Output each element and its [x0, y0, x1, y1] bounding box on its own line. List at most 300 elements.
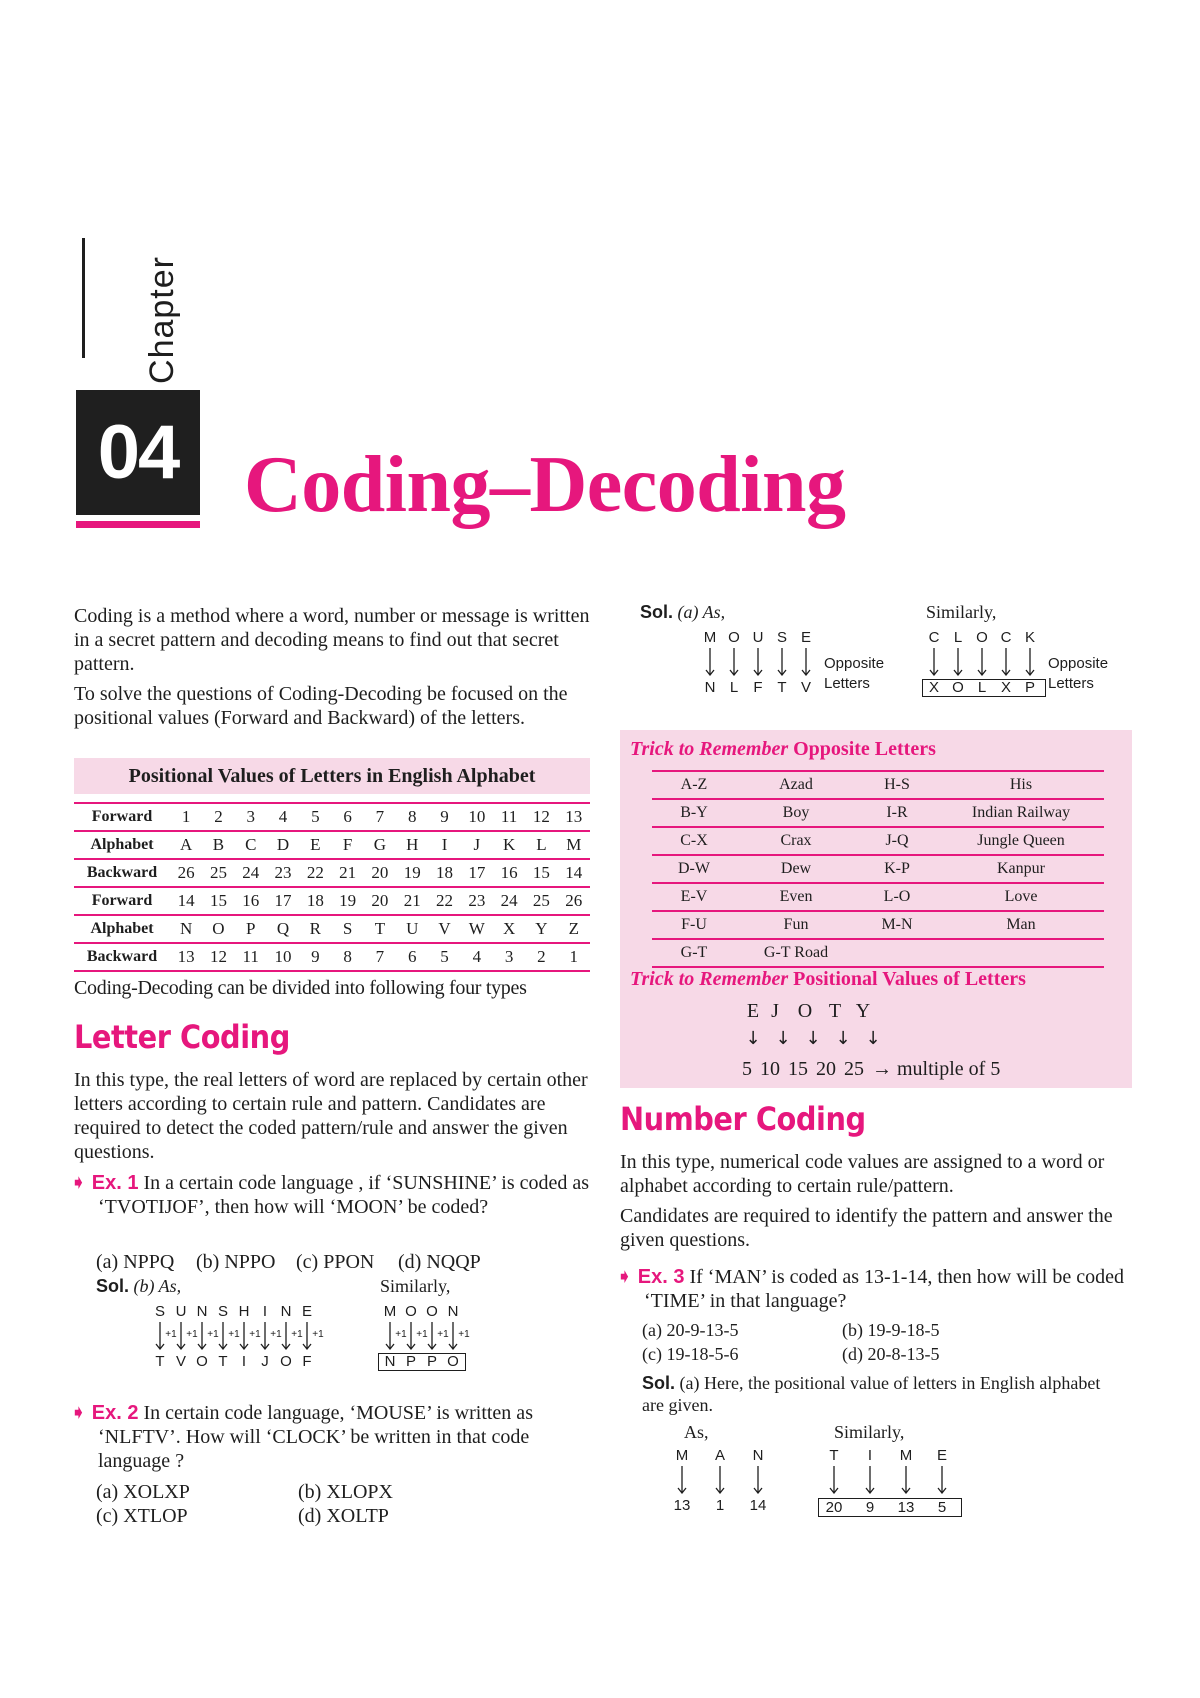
coded-number: 9 [865, 1499, 875, 1516]
table-cell: 6 [343, 807, 352, 826]
down-arrow-icon [1000, 648, 1012, 676]
side-label: Opposite [1048, 655, 1109, 672]
source-letter: S [154, 1303, 165, 1320]
example-3-similarly: Similarly, [834, 1422, 905, 1442]
solution-label: Sol. [642, 1373, 676, 1393]
table-cell: 18 [306, 891, 324, 910]
source-letter: O [426, 1303, 438, 1320]
opposite-cell: C-X [680, 832, 708, 849]
source-letter: C [928, 629, 940, 646]
letter-coding-paragraph: In this type, the real letters of word are replaced by certain other letters according to certain rule and pattern. Candidates are required to detect the coded pattern/rule and answer the given questions. [74, 1069, 588, 1163]
table-cell: 18 [436, 863, 454, 882]
opposite-row [652, 883, 1104, 911]
table-cell: 16 [242, 891, 260, 910]
number-coding-paragraph-1: In this type, numerical code values are assigned to a word or alphabet according to certain rule/pattern. [620, 1151, 1105, 1197]
chapter-number-underline [76, 521, 200, 528]
coded-letter: T [777, 679, 787, 696]
opposite-row [652, 827, 1104, 855]
solution-text: (a) As, [677, 602, 726, 622]
solution-text: (b) As, [133, 1276, 182, 1296]
trick-letter: J [771, 1000, 779, 1022]
opposite-cell [856, 939, 938, 967]
table-cell: 12 [532, 807, 550, 826]
coded-letter: O [196, 1353, 208, 1370]
example-3-as: As, [684, 1422, 709, 1442]
down-arrow-icon [752, 648, 764, 676]
opposite-cell: K-P [884, 860, 910, 877]
table-cell: 1 [181, 807, 191, 826]
table-cell: 23 [468, 891, 486, 910]
source-letter: O [976, 629, 988, 646]
table-cell: A [180, 835, 193, 854]
table-cell: 7 [375, 807, 385, 826]
down-arrow-icon [714, 1466, 726, 1494]
example-2-option-b: (b) XLOPX [298, 1481, 393, 1503]
source-letter: M [383, 1303, 397, 1320]
table-cell: 22 [436, 891, 454, 910]
table-cell: 20 [371, 891, 389, 910]
example-3-option-c: (c) 19-18-5-6 [642, 1344, 739, 1364]
trick-opposite-title [630, 738, 936, 761]
down-arrow-icon: ↓ [775, 1028, 791, 1049]
source-letter: O [728, 629, 740, 646]
table-cell: D [276, 835, 290, 854]
table-cell: 9 [440, 807, 449, 826]
down-arrow-icon: ↓ [865, 1028, 881, 1049]
source-letter: S [217, 1303, 228, 1320]
number-coding-paragraph-2: Candidates are required to identify the pattern and answer the given questions. [620, 1205, 1113, 1251]
opposite-row [652, 855, 1104, 883]
table-cell: K [502, 835, 516, 854]
table-cell: 15 [532, 863, 550, 882]
table-cell: 7 [375, 947, 385, 966]
example-3 [616, 1264, 1136, 1313]
positional-table-row [74, 803, 590, 831]
opposite-cell: Azad [779, 776, 813, 793]
table-cell: 12 [209, 947, 227, 966]
table-cell: P [246, 919, 256, 938]
table-cell: Y [535, 919, 548, 938]
table-cell: 15 [209, 891, 227, 910]
down-arrow-icon [900, 1466, 912, 1494]
opposite-row [652, 771, 1104, 799]
table-cell: 2 [214, 807, 223, 826]
coded-letter: V [800, 679, 811, 696]
opposite-row [652, 939, 1104, 967]
table-cell: 13 [177, 947, 195, 966]
table-cell: C [245, 835, 257, 854]
positional-table-row [74, 859, 590, 887]
table-cell: L [536, 835, 547, 854]
answer-box [378, 1353, 466, 1371]
example-1-option-b: (b) NPPO [196, 1251, 276, 1273]
table-cell: J [473, 835, 481, 854]
row-label: Forward [91, 892, 153, 909]
trick-suffix: → multiple of 5 [872, 1058, 1001, 1080]
opposite-cell: M-N [881, 916, 913, 933]
source-letter: N [196, 1303, 208, 1320]
step-label: +1 [291, 1329, 303, 1340]
down-arrow-icon [1024, 648, 1036, 676]
coded-letter: L [977, 679, 987, 696]
opposite-cell: J-Q [885, 832, 909, 849]
step-label: +1 [416, 1329, 428, 1340]
table-cell: 14 [177, 891, 195, 910]
opposite-cell: Kanpur [997, 860, 1045, 877]
example-arrow-icon: ➧ [70, 1400, 87, 1424]
opposite-cell: Man [1006, 916, 1036, 933]
example-3-solution [642, 1372, 1122, 1416]
source-letter: E [800, 629, 811, 646]
opposite-cell: A-Z [680, 776, 708, 793]
trick-title-plain: Opposite Letters [793, 738, 936, 760]
table-cell: U [406, 919, 419, 938]
intro-paragraph-2: To solve the questions of Coding-Decoding be focused on the positional values (Forward and Backward) of the letters. [74, 683, 568, 729]
source-letter: M [675, 1447, 689, 1464]
side-label: Letters [824, 675, 870, 692]
table-cell: 6 [407, 947, 417, 966]
table-cell: O [212, 919, 225, 938]
example-1-question: In a certain code language , if ‘SUNSHINE’ is coded as ‘TVOTIJOF’, then how will ‘MOON’ be coded? [98, 1172, 590, 1218]
table-cell: 8 [407, 807, 417, 826]
table-cell: R [309, 919, 321, 938]
coded-number: 1 [715, 1497, 725, 1514]
trick-box [620, 730, 1132, 1088]
answer-box [922, 679, 1046, 697]
trick-letter: T [828, 1000, 842, 1022]
down-arrow-icon [704, 648, 716, 676]
opposite-cell: F-U [681, 916, 707, 933]
trick-title-plain: Positional Values of Letters [793, 968, 1026, 990]
table-cell: 17 [468, 863, 486, 882]
step-label: +1 [437, 1329, 449, 1340]
table-cell: 5 [311, 807, 320, 826]
coded-letter: F [302, 1353, 312, 1370]
types-line: Coding-Decoding can be divided into following four types [74, 977, 527, 999]
table-cell: 11 [242, 947, 259, 966]
source-letter: S [776, 629, 787, 646]
table-cell: 24 [242, 863, 260, 882]
down-arrow-icon [864, 1466, 876, 1494]
opposite-letters-table [652, 770, 1104, 968]
example-2-similarly: Similarly, [926, 602, 997, 622]
source-letter: T [829, 1447, 839, 1464]
trick-letter: E [746, 1000, 760, 1022]
down-arrow-icon: ↓ [745, 1028, 761, 1049]
opposite-cell: D-W [678, 860, 710, 877]
source-letter: K [1024, 629, 1035, 646]
side-label: Opposite [824, 655, 885, 672]
table-cell: 14 [565, 863, 583, 882]
down-arrow-icon [928, 648, 940, 676]
table-cell: 19 [339, 891, 357, 910]
table-cell: 3 [246, 807, 255, 826]
step-label: +1 [270, 1329, 282, 1340]
coded-letter: T [155, 1353, 165, 1370]
opposite-cell: E-V [680, 888, 708, 905]
source-letter: H [238, 1303, 250, 1320]
trick-value: 5 [742, 1058, 752, 1080]
chapter-side-bar [82, 238, 85, 358]
table-cell: I [441, 835, 448, 854]
trick-title-italic: Trick to Remember [630, 968, 789, 990]
example-2-question: In certain code language, ‘MOUSE’ is written as ‘NLFTV’. How will ‘CLOCK’ be written in that code language ? [98, 1402, 533, 1472]
row-label: Alphabet [90, 836, 154, 853]
table-cell: 23 [274, 863, 292, 882]
positional-values-table [74, 758, 590, 972]
trick-values-line [742, 1058, 1000, 1081]
opposite-cell: G-T Road [763, 944, 829, 961]
chapter-title: Coding–Decoding [244, 441, 846, 529]
trick-value: 10 [760, 1058, 780, 1080]
coded-letter: X [1000, 679, 1011, 696]
opposite-cell: Jungle Queen [977, 832, 1065, 849]
source-letter: I [867, 1447, 873, 1464]
step-label: +1 [458, 1329, 470, 1340]
source-letter: N [280, 1303, 292, 1320]
table-cell: 26 [565, 891, 583, 910]
coded-letter: P [426, 1353, 437, 1370]
coded-letter: O [447, 1353, 459, 1370]
positional-table-title: Positional Values of Letters in English Alphabet [74, 758, 590, 794]
step-label: +1 [207, 1329, 219, 1340]
trick-value: 25 [844, 1058, 864, 1080]
example-1-solution-label [96, 1276, 181, 1297]
table-cell: 9 [311, 947, 320, 966]
coded-letter: V [175, 1353, 186, 1370]
source-letter: C [1000, 629, 1012, 646]
example-1 [70, 1170, 600, 1219]
source-letter: U [752, 629, 764, 646]
source-letter: M [899, 1447, 913, 1464]
trick-value: 15 [788, 1058, 808, 1080]
positional-table-row [74, 831, 590, 859]
opposite-cell: L-O [883, 888, 911, 905]
example-1-diagram [150, 1304, 490, 1384]
down-arrow-icon [752, 1466, 764, 1494]
table-cell: 4 [278, 807, 288, 826]
table-cell: 5 [440, 947, 449, 966]
opposite-cell: Boy [782, 804, 810, 821]
opposite-cell: Love [1004, 888, 1038, 905]
example-arrow-icon: ➧ [616, 1264, 633, 1288]
opposite-cell: Indian Railway [971, 804, 1071, 821]
example-2-option-a: (a) XOLXP [96, 1481, 190, 1503]
example-1-option-d: (d) NQQP [398, 1251, 481, 1273]
table-cell: F [342, 835, 353, 854]
table-cell: 25 [209, 863, 227, 882]
step-label: +1 [186, 1329, 198, 1340]
down-arrow-icon: ↓ [805, 1028, 821, 1049]
row-label: Backward [86, 864, 158, 881]
solution-label: Sol. [96, 1276, 130, 1296]
positional-table-row [74, 915, 590, 943]
example-1-option-c: (c) PPON [296, 1251, 375, 1273]
example-3-option-a: (a) 20-9-13-5 [642, 1320, 739, 1340]
table-cell: 8 [343, 947, 352, 966]
source-letter: L [953, 629, 963, 646]
row-label: Forward [91, 808, 153, 825]
table-cell: 10 [274, 947, 292, 966]
example-2-solution-label [640, 602, 725, 623]
source-letter: N [752, 1447, 764, 1464]
table-cell: 13 [565, 807, 583, 826]
coded-number: 13 [673, 1497, 691, 1514]
opposite-row [652, 799, 1104, 827]
table-cell: N [180, 919, 193, 938]
example-2-option-c: (c) XTLOP [96, 1505, 188, 1527]
table-cell: 21 [339, 863, 357, 882]
table-cell: W [468, 919, 485, 938]
opposite-cell: His [1009, 776, 1033, 793]
coded-number: 13 [897, 1499, 915, 1516]
coded-letter: F [753, 679, 763, 696]
table-cell: V [438, 919, 451, 938]
table-cell: 17 [274, 891, 292, 910]
source-letter: O [405, 1303, 417, 1320]
source-letter: M [703, 629, 717, 646]
table-cell: 19 [403, 863, 421, 882]
coded-number: 14 [749, 1497, 767, 1514]
example-1-label: Ex. 1 [91, 1172, 139, 1194]
down-arrow-icon [936, 1466, 948, 1494]
table-cell: 20 [371, 863, 389, 882]
example-3-question: If ‘MAN’ is coded as 13-1-14, then how will be coded ‘TIME’ in that language? [644, 1266, 1124, 1312]
step-label: +1 [312, 1329, 324, 1340]
step-label: +1 [395, 1329, 407, 1340]
table-cell: 2 [537, 947, 546, 966]
example-1-similarly: Similarly, [380, 1276, 451, 1296]
coded-letter: N [384, 1353, 396, 1370]
coded-letter: L [729, 679, 739, 696]
table-cell: E [310, 835, 321, 854]
opposite-cell [938, 939, 1104, 967]
trick-title-italic: Trick to Remember [630, 738, 789, 760]
source-letter: E [936, 1447, 947, 1464]
table-cell: G [373, 835, 387, 854]
example-2-option-d: (d) XOLTP [298, 1505, 389, 1527]
down-arrow-icon [952, 648, 964, 676]
coded-number: 5 [937, 1499, 947, 1516]
answer-box [818, 1498, 962, 1517]
chapter-label: Chapter [143, 256, 181, 384]
table-cell: B [212, 835, 225, 854]
step-label: +1 [165, 1329, 177, 1340]
opposite-cell: I-R [886, 804, 908, 821]
opposite-cell: Crax [780, 832, 812, 849]
row-label: Backward [86, 948, 158, 965]
table-cell: 1 [569, 947, 579, 966]
source-letter: E [301, 1303, 312, 1320]
down-arrow-icon [728, 648, 740, 676]
positional-trick-diagram [742, 1000, 1122, 1084]
down-arrow-icon: ↓ [835, 1028, 851, 1049]
example-3-option-d: (d) 20-8-13-5 [842, 1344, 940, 1364]
positional-table-row [74, 887, 590, 915]
coded-letter: N [704, 679, 716, 696]
example-3-label: Ex. 3 [637, 1266, 685, 1288]
solution-label: Sol. [640, 602, 674, 622]
opposite-cell: G-T [680, 944, 708, 961]
solution-text: (a) Here, the positional value of letters in English alphabet are given. [642, 1373, 1101, 1415]
down-arrow-icon [828, 1466, 840, 1494]
source-letter: N [447, 1303, 459, 1320]
example-arrow-icon: ➧ [70, 1170, 87, 1194]
coded-letter: O [280, 1353, 292, 1370]
intro-paragraph-1: Coding is a method where a word, number or message is written in a secret pattern and decoding means to find out that secret pattern. [74, 605, 590, 675]
example-3-diagram [670, 1448, 970, 1528]
trick-letter: O [797, 1000, 813, 1022]
table-cell: X [502, 919, 516, 938]
down-arrow-icon [800, 648, 812, 676]
example-2 [70, 1400, 600, 1473]
table-cell: 4 [472, 947, 482, 966]
opposite-cell: B-Y [680, 804, 708, 821]
table-cell: Q [276, 919, 290, 938]
down-arrow-icon [676, 1466, 688, 1494]
coded-letter: X [928, 679, 939, 696]
positional-table-row [74, 943, 590, 971]
trick-positional-title [630, 968, 1026, 991]
table-cell: 25 [532, 891, 550, 910]
row-label: Alphabet [90, 920, 154, 937]
table-cell: T [374, 919, 386, 938]
table-cell: M [566, 835, 582, 854]
example-1-option-a: (a) NPPQ [96, 1251, 175, 1273]
step-label: +1 [228, 1329, 240, 1340]
table-cell: H [406, 835, 419, 854]
example-2-diagram [700, 630, 1120, 710]
trick-letter: Y [855, 1000, 871, 1022]
opposite-cell: Fun [783, 916, 809, 933]
opposite-cell: Even [779, 888, 813, 905]
table-cell: Z [568, 919, 579, 938]
coded-letter: O [952, 679, 964, 696]
table-cell: 26 [177, 863, 195, 882]
side-label: Letters [1048, 675, 1094, 692]
opposite-row [652, 911, 1104, 939]
down-arrow-icon [776, 648, 788, 676]
positional-table-grid [74, 802, 590, 972]
table-cell: 10 [468, 807, 486, 826]
number-coding-heading: Number Coding [620, 1100, 866, 1138]
opposite-cell: Dew [780, 860, 812, 877]
table-cell: 11 [500, 807, 518, 826]
down-arrow-icon [976, 648, 988, 676]
table-cell: S [342, 919, 353, 938]
coded-letter: P [405, 1353, 416, 1370]
table-cell: 24 [500, 891, 518, 910]
coded-letter: I [241, 1353, 247, 1370]
example-3-option-b: (b) 19-9-18-5 [842, 1320, 940, 1340]
trick-value: 20 [816, 1058, 836, 1080]
table-cell: 21 [403, 891, 421, 910]
source-letter: U [175, 1303, 187, 1320]
opposite-cell: H-S [884, 776, 910, 793]
table-cell: 3 [504, 947, 514, 966]
coded-letter: P [1024, 679, 1035, 696]
example-2-label: Ex. 2 [91, 1402, 139, 1424]
chapter-number: 04 [76, 390, 200, 515]
source-letter: A [714, 1447, 725, 1464]
table-cell: 22 [306, 863, 324, 882]
source-letter: I [262, 1303, 268, 1320]
table-cell: 16 [500, 863, 518, 882]
coded-letter: J [261, 1353, 269, 1370]
coded-letter: T [218, 1353, 228, 1370]
letter-coding-heading: Letter Coding [74, 1018, 290, 1056]
coded-number: 20 [825, 1499, 843, 1516]
